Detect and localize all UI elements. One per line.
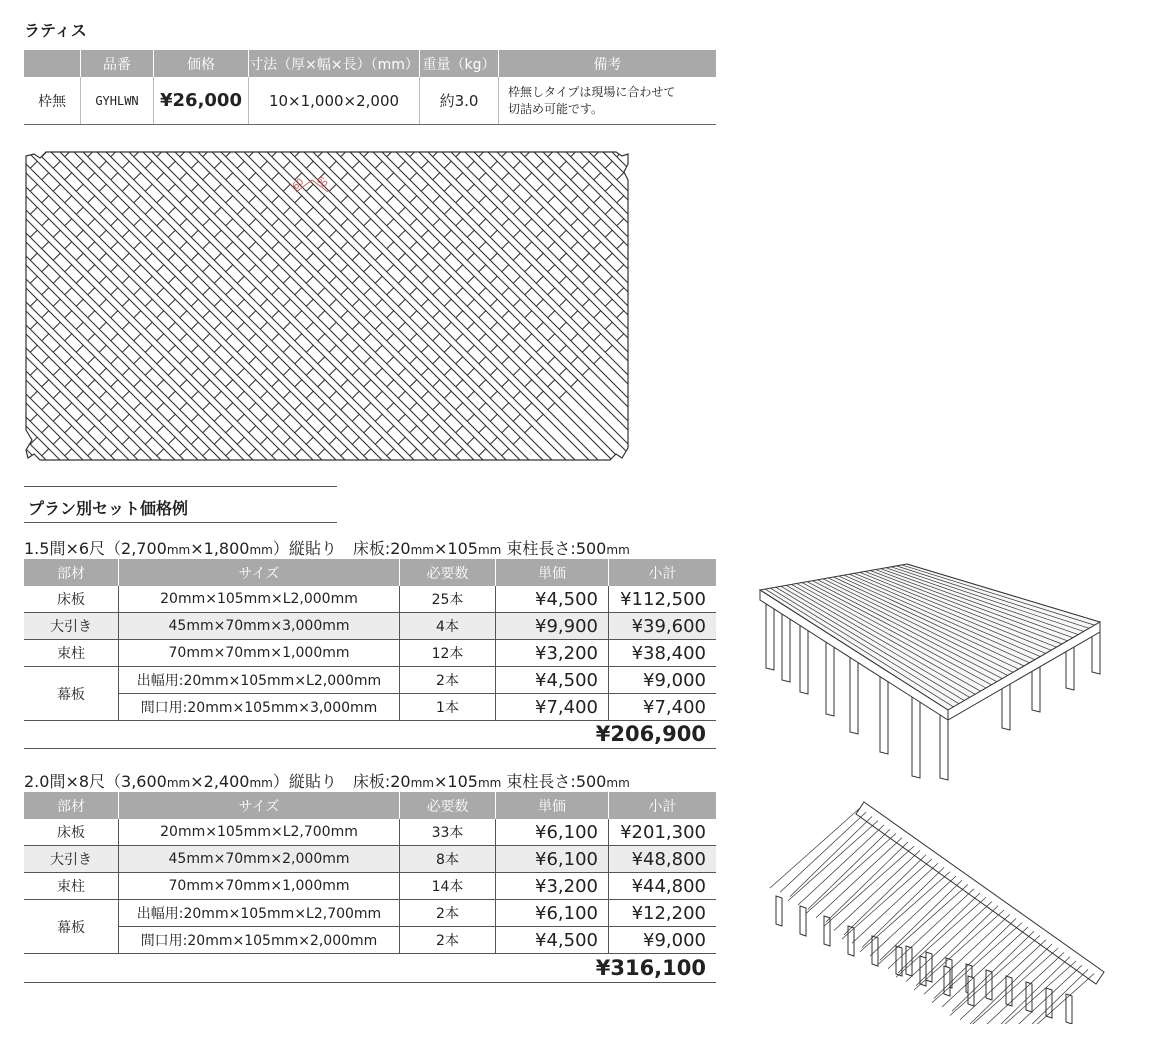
plan2-total-rule (24, 982, 716, 983)
header-code: 品番 (81, 50, 154, 77)
table-row (24, 77, 716, 125)
header-blank (24, 50, 81, 77)
size-cell: 10×1,000×2,000 (249, 77, 420, 125)
plans-title: プラン別セット価格例 (28, 499, 189, 518)
lattice-diagram (24, 150, 634, 462)
table-row: 幕板 出幅用:20mm×105mm×L2,700mm 2本 ¥6,100 ¥12,200 (24, 900, 716, 927)
plan2-table (24, 792, 716, 954)
table-row: 床板 20mm×105mm×L2,000mm 25本 ¥4,500 ¥112,500 (24, 586, 716, 613)
table-row: 束柱 70mm×70mm×1,000mm 12本 ¥3,200 ¥38,400 (24, 640, 716, 667)
dimension-label-b: 60 (313, 175, 330, 191)
plan1-header-part: 部材 (24, 559, 119, 586)
plans-top-rule (24, 486, 337, 487)
note-line-2: 切詰め可能です。 (508, 101, 604, 116)
plan1-header-qty: 必要数 (400, 559, 496, 586)
plan2-header-unit: 単価 (496, 792, 609, 819)
table-row: 間口用:20mm×105mm×2,000mm 2本 ¥4,500 ¥9,000 (24, 927, 716, 954)
type-cell: 枠無 (24, 77, 81, 125)
weight-cell: 約3.0 (420, 77, 499, 125)
plan2-total: ¥316,100 (595, 956, 706, 980)
dimension-label-a: 60 (291, 176, 307, 193)
code-cell: GYHLWN (81, 77, 154, 125)
table-row: 幕板 出幅用:20mm×105mm×L2,000mm 2本 ¥4,500 ¥9,000 (24, 667, 716, 694)
lattice-spec-table (24, 50, 716, 125)
lattice-title: ラティス (24, 21, 87, 40)
plan1-heading: 1.5間×6尺（2,700mm×1,800mm）縦貼り 床板:20mm×105mm 束柱長さ:500mm (24, 539, 630, 558)
plan2-heading: 2.0間×8尺（3,600mm×2,400mm）縦貼り 床板:20mm×105mm 束柱長さ:500mm (24, 772, 630, 791)
plan1-table (24, 559, 716, 721)
plan2-header-qty: 必要数 (400, 792, 496, 819)
plans-bottom-rule (24, 522, 337, 523)
header-size: 寸法（厚×幅×長）（mm） (249, 50, 420, 77)
price-cell: ¥26,000 (154, 77, 249, 125)
table-row: 束柱 70mm×70mm×1,000mm 14本 ¥3,200 ¥44,800 (24, 873, 716, 900)
table-row: 大引き 45mm×70mm×3,000mm 4本 ¥9,900 ¥39,600 (24, 613, 716, 640)
note-line-1: 枠無しタイプは現場に合わせて (508, 84, 676, 99)
plan1-total: ¥206,900 (595, 722, 706, 746)
plan1-header-subtotal: 小計 (609, 559, 717, 586)
plan2-header-part: 部材 (24, 792, 119, 819)
table-row: 大引き 45mm×70mm×2,000mm 8本 ¥6,100 ¥48,800 (24, 846, 716, 873)
plan1-total-rule (24, 748, 716, 749)
plan1-header-unit: 単価 (496, 559, 609, 586)
header-weight: 重量（kg） (420, 50, 499, 77)
header-note: 備考 (499, 50, 717, 77)
plan2-header-size: サイズ (119, 792, 400, 819)
table-row: 床板 20mm×105mm×L2,700mm 33本 ¥6,100 ¥201,300 (24, 819, 716, 846)
table-row: 間口用:20mm×105mm×3,000mm 1本 ¥7,400 ¥7,400 (24, 694, 716, 721)
plan2-header-subtotal: 小計 (609, 792, 717, 819)
plan1-header-size: サイズ (119, 559, 400, 586)
header-price: 価格 (154, 50, 249, 77)
deck-illustration-large (756, 796, 1112, 1024)
deck-illustration-small (752, 560, 1112, 790)
note-cell (499, 77, 717, 125)
